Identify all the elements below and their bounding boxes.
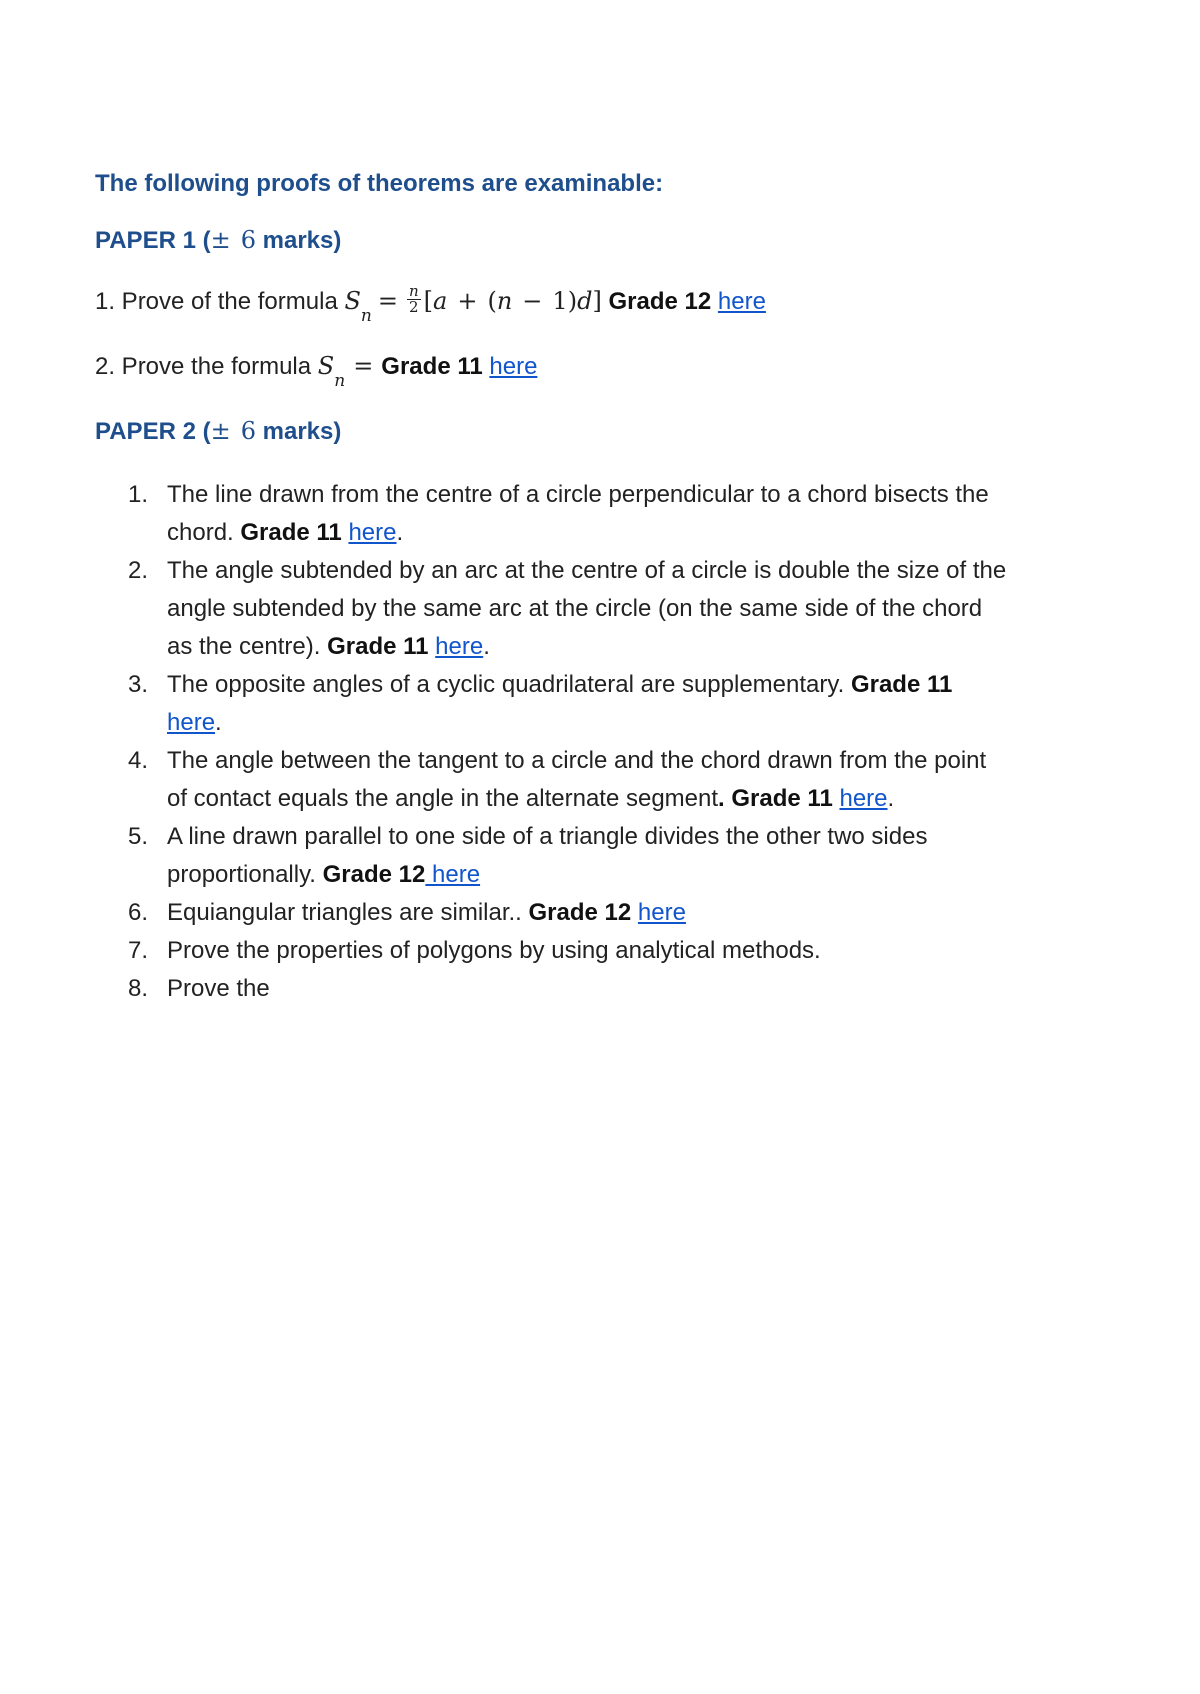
list-item-text: angle subtended by the same arc at the circle (on the same side of the chord [167,595,983,622]
formula-d: d [577,287,593,315]
list-item [95,476,1075,552]
list-item [95,932,1075,970]
here-link[interactable]: here [348,519,397,546]
paper1-title [95,224,1075,257]
fraction-denominator: 2 [409,298,419,316]
punctuation: . [887,785,895,812]
paper1-item-1 [95,282,1075,326]
paper1-marks-number: 6 [240,226,256,254]
grade-label: Grade 12 [528,899,632,926]
list-number: 3. [128,671,149,698]
theorem-list [95,476,1075,1008]
list-item [95,552,1075,666]
here-link[interactable]: here [637,899,686,926]
formula-sub-n: n [360,306,372,326]
list-number: 1. [128,481,149,508]
list-item-text: proportionally. [167,861,316,888]
formula-sum-partial [317,352,382,391]
formula-bracket-close: ] [592,287,602,315]
list-item [95,666,1075,742]
list-item [95,742,1075,818]
list-item-text: Prove the properties of polygons by using analytical methods. [167,937,821,964]
grade-label: Grade 11 [240,519,342,546]
document-content [95,168,1075,1008]
formula-one: 1 [552,287,568,315]
list-item-text: Prove the [167,975,270,1002]
list-item-text: A line drawn parallel to one side of a triangle divides the other two sides [167,823,928,850]
list-item-text: The angle subtended by an arc at the centre of a circle is double the size of the [167,557,1007,584]
formula-n: n [496,287,513,315]
list-number: 6. [128,899,149,926]
formula-sub-n: n [334,371,346,391]
list-item-text: The opposite angles of a cyclic quadrilateral are supplementary. [167,671,845,698]
list-item-text: chord. [167,519,234,546]
punctuation: . [483,633,490,660]
list-number: 4. [128,747,149,774]
plusminus-symbol: ± [210,417,231,445]
grade-label: Grade 11 [381,353,483,380]
list-item [95,970,1075,1008]
list-item-text: Equiangular triangles are similar.. [167,899,522,926]
list-number: 5. [128,823,149,850]
formula-paren-close: ) [567,287,578,315]
formula-paren-open: ( [487,287,497,315]
list-number: 2. [128,557,149,584]
list-item [95,894,1075,932]
grade-label: Grade 11 [327,633,429,660]
list-item [95,818,1075,894]
paper1-item-2 [95,350,1075,391]
paper2-title [95,415,1075,448]
here-link[interactable]: here [167,709,216,736]
here-link[interactable]: here [489,353,538,380]
list-number: 7. [128,937,149,964]
formula-a: a [433,287,448,315]
paper2-title-suffix: marks) [262,418,342,445]
formula-sum-arithmetic [344,282,602,326]
paper1-title-prefix: PAPER 1 ( [95,227,211,254]
paper2-marks-number: 6 [240,417,256,445]
grade-label: Grade 11 [850,671,953,698]
formula-bracket-open: [ [423,287,434,315]
grade-label: Grade 12 [322,861,426,888]
here-link[interactable]: here [425,861,481,888]
grade-label: Grade 12 [608,288,712,315]
grade-label: . Grade 11 [718,785,833,812]
here-link[interactable]: here [435,633,484,660]
fraction-numerator: n [408,282,419,300]
list-item-text: of contact equals the angle in the alternate segment [167,785,719,812]
list-item-text: as the centre). [167,633,321,660]
formula-s: S [344,287,361,315]
here-link[interactable]: here [839,785,888,812]
page-heading: The following proofs of theorems are examinable: [95,170,664,197]
paper1-item-2-text: 2. Prove the formula [95,353,312,380]
list-item-text: The angle between the tangent to a circle and the chord drawn from the point [167,747,987,774]
paper1-title-suffix: marks) [262,227,342,254]
paper2-title-prefix: PAPER 2 ( [95,418,211,445]
formula-minus: − [522,287,543,315]
here-link[interactable]: here [717,288,766,315]
formula-fraction [407,284,421,315]
list-number: 8. [128,975,149,1002]
formula-s: S [317,352,335,380]
formula-equals: = [377,287,398,315]
plusminus-symbol: ± [210,226,231,254]
punctuation: . [396,519,404,546]
list-item-text: The line drawn from the centre of a circle perpendicular to a chord bisects the [167,481,989,508]
formula-plus: + [457,287,478,315]
paper1-item-1-text: 1. Prove of the formula [95,288,338,315]
punctuation: . [215,709,222,736]
formula-equals: = [353,352,374,380]
